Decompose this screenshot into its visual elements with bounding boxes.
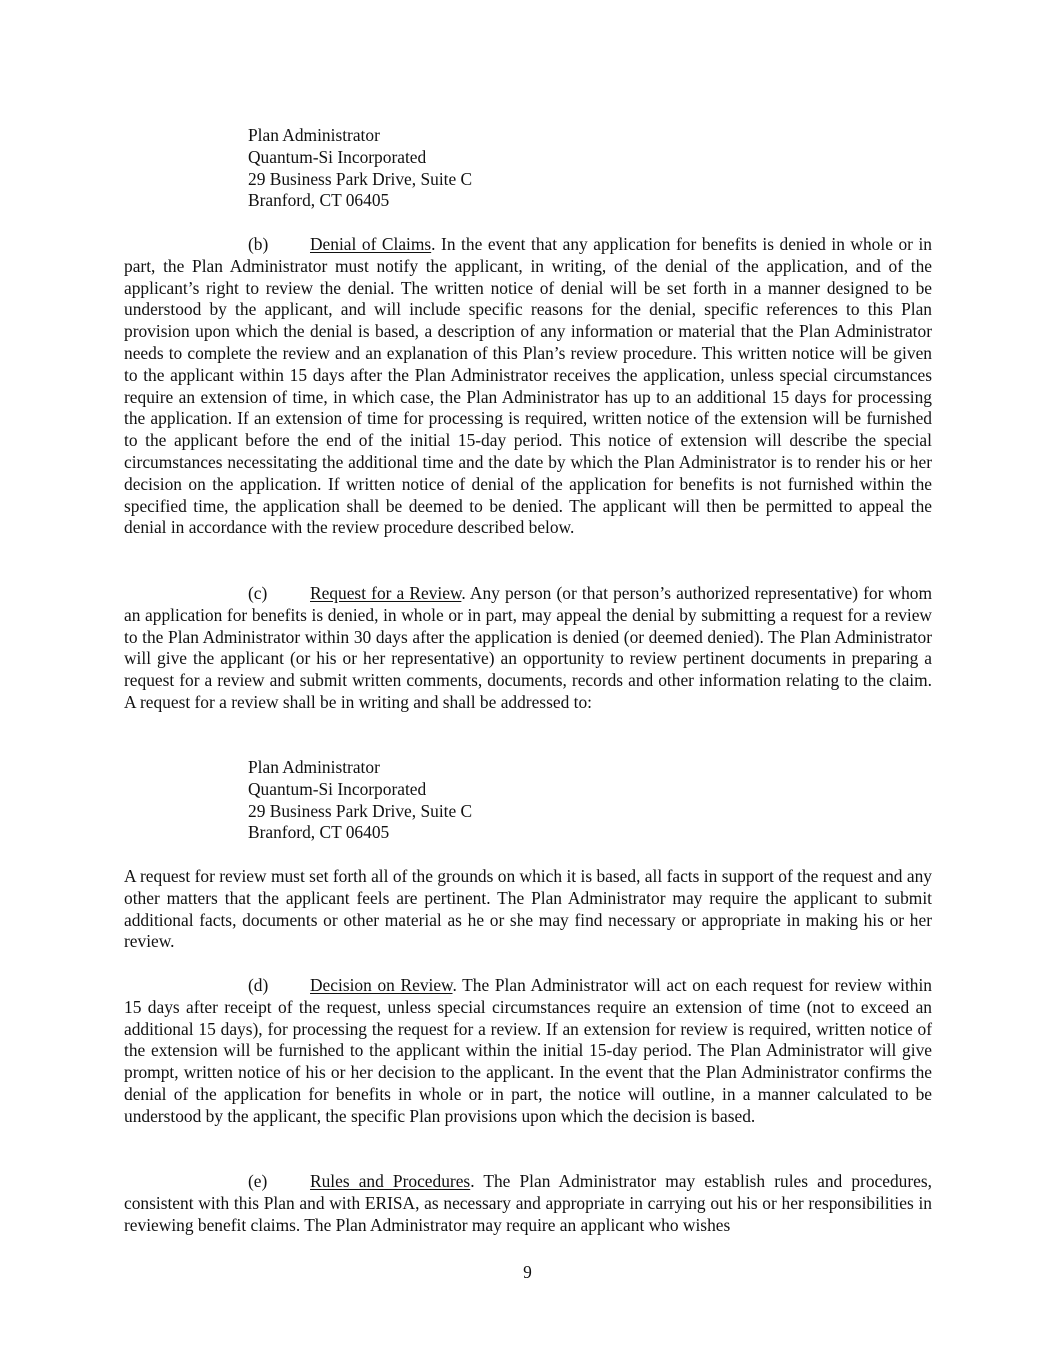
section-body: . The Plan Administrator may establish rules and procedures, consistent with this Plan and with ERISA, as necessary and appropriate in carrying out his or her responsibilities in reviewing benefit claims. The Plan Administrator may require an applicant who wishes — [124, 1171, 932, 1235]
address-line: Quantum-Si Incorporated — [248, 146, 427, 167]
review-request-paragraph: A request for review must set forth all of the grounds on which it is based, all facts in support of the request and any other matters that the applicant feels are pertinent. The Plan Administrator may require the applicant to submit additional facts, documents or other material as he or she may find necessary or appropriate in making his or her review. — [124, 866, 932, 952]
section-marker: (c) — [248, 583, 268, 603]
section-marker: (e) — [248, 1171, 268, 1191]
address-line: Branford, CT 06405 — [248, 822, 390, 843]
section-heading: Decision on Review — [310, 975, 453, 995]
address-line: 29 Business Park Drive, Suite C — [248, 800, 473, 821]
section-marker: (b) — [248, 234, 269, 254]
section-c-paragraph — [124, 583, 932, 714]
section-b-paragraph — [124, 234, 932, 539]
section-heading: Request for a Review — [310, 583, 462, 603]
section-body: . In the event that any application for benefits is denied in whole or in part, the Plan Administrator must notify the applicant, in writing, of the denial of the application, and of the applicant’s right to review the denial. The written notice of denial will be set forth in a manner designed to be understood by the applicant, and will include specific reasons for the denial, specific references to this Plan provision upon which the denial is based, a description of any information or material that the Plan Administrator needs to complete the review and an explanation of this Plan’s review procedure. This written notice will be given to the applicant within 15 days after the Plan Administrator receives the application, unless special circumstances require an extension of time, in which case, the Plan Administrator has up to an additional 15 days for processing the application. If an extension of time for processing is required, written notice of the extension will be furnished to the applicant before the end of the initial 15-day period. This notice of extension will describe the special circumstances necessitating the additional time and the date by which the Plan Administrator is to render his or her decision on the application. If written notice of denial of the application for benefits is not furnished within the specified time, the application shall be deemed to be denied. The applicant will then be permitted to appeal the denial in accordance with the review procedure described below. — [124, 234, 932, 538]
address-line: Plan Administrator — [248, 125, 380, 145]
address-line: Quantum-Si Incorporated — [248, 778, 427, 799]
section-body: . Any person (or that person’s authorized representative) for whom an application for benefits is denied, in whole or in part, may appeal the denial by submitting a request for a review to the Plan Administrator within 30 days after the application is denied (or deemed denied). The Plan Administrator will give the applicant (or his or her representative) an opportunity to review pertinent documents in preparing a request for a review and submit written comments, documents, records and other information relating to the claim. A request for a review shall be in writing and shall be addressed to: — [124, 583, 932, 712]
section-body: . The Plan Administrator will act on each request for review within 15 days after receipt of the request, unless special circumstances require an extension of time (not to exceed an additional 15 days), for processing the request for a review. If an extension for review is required, written notice of the extension will be furnished to the applicant within the initial 15-day period. The Plan Administrator will give prompt, written notice of his or her decision to the applicant. In the event that the Plan Administrator confirms the denial of the application for benefits in whole or in part, the notice will outline, in a manner calculated to be understood by the applicant, the specific Plan provisions upon which the decision is based. — [124, 975, 932, 1126]
address-line: Plan Administrator — [248, 757, 380, 777]
address-line: 29 Business Park Drive, Suite C — [248, 168, 473, 189]
section-heading: Rules and Procedures — [310, 1171, 471, 1191]
section-e-paragraph — [124, 1171, 932, 1236]
page-number: 9 — [523, 1262, 532, 1282]
section-d-paragraph — [124, 975, 932, 1128]
address-line: Branford, CT 06405 — [248, 190, 390, 211]
section-marker: (d) — [248, 975, 269, 995]
address-block-top — [248, 125, 472, 212]
address-block-review — [248, 757, 472, 844]
section-heading: Denial of Claims — [310, 234, 432, 254]
